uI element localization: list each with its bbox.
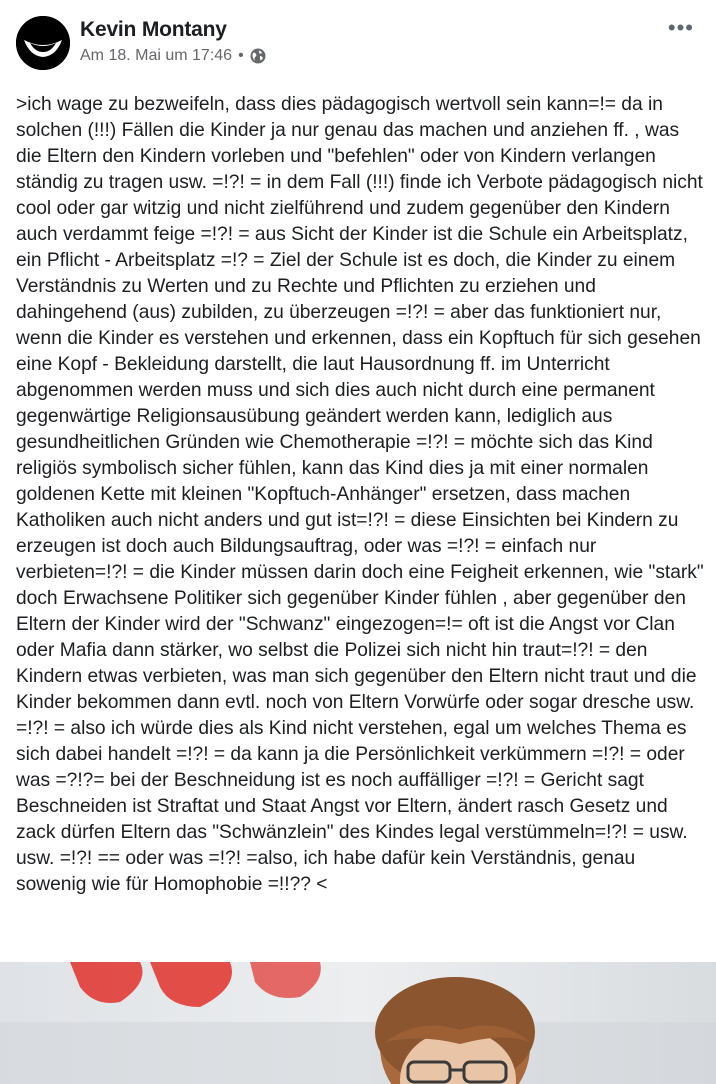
- avatar-logo-icon: [16, 16, 70, 70]
- author-avatar[interactable]: [16, 16, 70, 70]
- post-timestamp[interactable]: Am 18. Mai um 17:46: [80, 47, 233, 64]
- more-options-button[interactable]: •••: [667, 15, 694, 40]
- author-name[interactable]: Kevin Montany: [80, 18, 227, 41]
- post-meta: [80, 47, 266, 65]
- post-text: >ich wage zu bezweifeln, dass dies pädagogisch wertvoll sein kann=!= da in solchen (!!!) Fällen die Kinder ja nur genau das machen und anziehen ff. , was die Eltern den Kindern vorleben und "befehlen" oder von Kindern verlangen ständig zu tragen usw. =!?! = in dem Fall (!!!) finde ich Verbote pädagogisch nicht cool oder gar witzig und nicht zielführend und zudem gegenüber den Kindern auch verdammt feige =!?! = aus Sicht der Kinder ist die Schule ein Arbeitsplatz, ein Pflicht - Arbeitsplatz =!? = Ziel der Schule ist es doch, die Kinder zu einem Verständnis zu Werten und zu Rechte und Pflichten zu erziehen und dahingehend (aus) zubilden, zu überzeugen =!?! = aber das funktioniert nur, wenn die Kinder es verstehen und erkennen, dass ein Kopftuch für sich gesehen eine Kopf - Bekleidung darstellt, die laut Hausordnung ff. im Unterricht abgenommen werden muss und sich dies auch nicht durch eine permanent gegenwärtige Religionsausübung geändert werden kann, lediglich aus gesundheitlichen Gründen wie Chemotherapie =!?! = möchte sich das Kind religiös symbolisch sicher fühlen, kann das Kind dies ja mit einer normalen goldenen Kette mit kleinen "Kopftuch-Anhänger" ersetzen, dass machen Katholiken auch nicht anders und gut ist=!?! = diese Einsichten bei Kindern zu erzeugen ist doch auch Bildungsauftrag, oder was =!?! = einfach nur verbieten=!?! = die Kinder müssen darin doch eine Feigheit erkennen, wie "stark" doch Erwachsene Politiker sich gegenüber Kinder fühlen , aber gegenüber den Eltern der Kinder wird der "Schwanz" eingezogen=!= oft ist die Angst vor Clan oder Mafia dann stärker, wo selbst die Polizei sich nicht hin traut=!?! = den Kindern etwas verbieten, was man sich gegenüber den Eltern nicht traut und die Kinder bekommen dann evtl. noch von Eltern Vorwürfe oder sogar dresche usw. =!?! = also ich würde dies als Kind nicht verstehen, egal um welches Thema es sich dabei handelt =!?! = da kann ja die Persönlichkeit verkümmern =!?! = oder was =?!?= bei der Beschneidung ist es noch auffälliger =!?! = Gericht sagt Beschneiden ist Straftat und Staat Angst vor Eltern, ändert rasch Gesetz und zack dürfen Eltern das "Schwänzlein" des Kindes legal verstümmeln=!?! = usw. usw. =!?! == oder was =!?! =also, ich habe dafür kein Verständnis, genau sowenig wie für Homophobie =!!?? <: [16, 94, 704, 895]
- post-header: [0, 0, 716, 80]
- post-photo[interactable]: [0, 962, 716, 1084]
- photo-image: [0, 962, 716, 1084]
- meta-separator: •: [238, 47, 244, 64]
- globe-icon[interactable]: [250, 48, 266, 64]
